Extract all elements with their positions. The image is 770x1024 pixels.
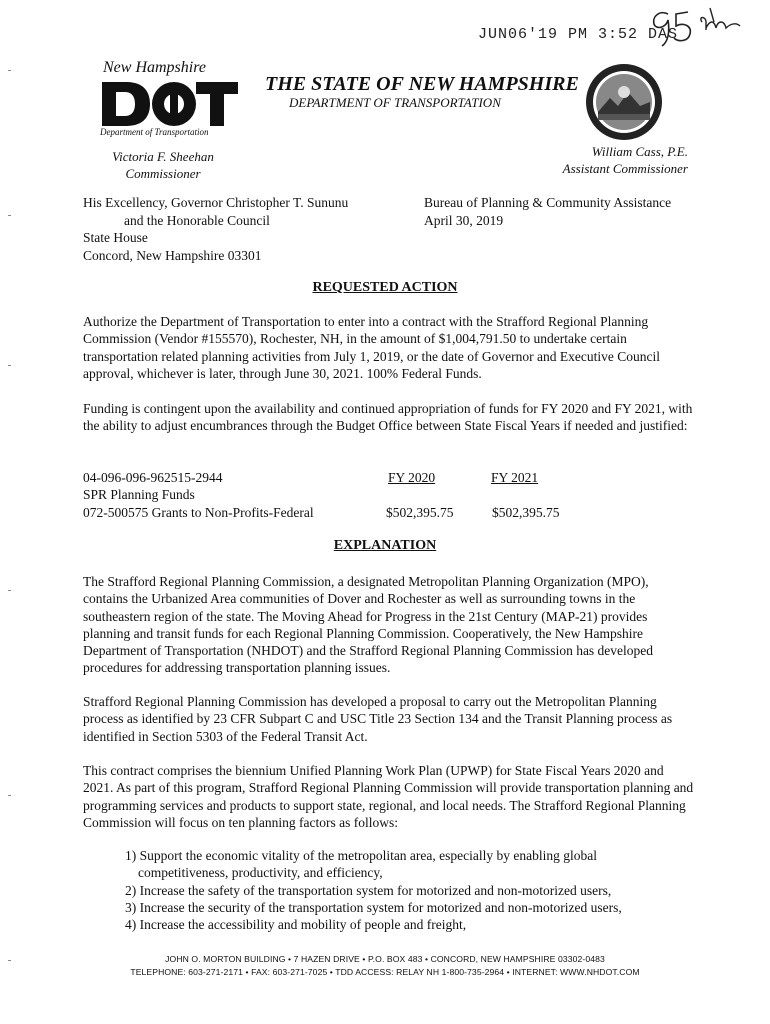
funding-account: 04-096-096-962515-2944 [83, 470, 223, 485]
requested-action-heading: REQUESTED ACTION [312, 280, 458, 295]
assistant-title: Assistant Commissioner [562, 161, 688, 176]
planning-factors-list [125, 847, 690, 933]
addressee-line: His Excellency, Governor Christopher T. Sununu [83, 195, 349, 210]
scan-mark [8, 590, 11, 591]
commissioner-block [103, 148, 223, 182]
list-item: 2) Increase the safety of the transportation system for motorized and non-motorized users, [125, 882, 612, 898]
scan-mark [8, 70, 11, 71]
sender-block [424, 194, 671, 229]
scan-mark [8, 215, 11, 216]
funding-line: 072-500575 Grants to Non-Profits-Federal [83, 505, 314, 520]
fy2021-header: FY 2021 [491, 470, 539, 485]
state-title: THE STATE OF NEW HAMPSHIRE [265, 73, 579, 95]
received-stamp: JUN06'19 PM 3:52 DAS [478, 26, 679, 43]
letter-date: April 30, 2019 [424, 212, 504, 228]
fy2020-header: FY 2020 [388, 470, 436, 485]
state-seal-icon [584, 62, 664, 142]
logo-subtext: Department of Transportation [100, 127, 209, 137]
fy2021-amount: $502,395.75 [492, 505, 560, 520]
explanation-paragraph: Strafford Regional Planning Commission has developed a proposal to carry out the Metropolitan Planning process as identified by 23 CFR Subpart C and USC Title 23 Section 134 and the Transit Planning process as identified in Section 5303 of the Federal Transit Act. [83, 694, 673, 744]
addressee-line: State House [83, 230, 148, 245]
addressee-block [83, 194, 348, 264]
commissioner-title: Commissioner [125, 166, 201, 181]
footer-address: JOHN O. MORTON BUILDING • 7 HAZEN DRIVE • P.O. BOX 483 • CONCORD, NEW HAMPSHIRE 03302-0483 [165, 954, 605, 964]
explanation-paragraph: The Strafford Regional Planning Commission, a designated Metropolitan Planning Organization (MPO), contains the Urbanized Area communities of Dover and Rochester as well as surrounding towns in the southeastern region of the state. The Moving Ahead for Progress in the 21st Century (MAP-21) provides planning and transit funds for each Regional Planning Commission. Cooperatively, the New Hampshire Department of Transportation (NHDOT) and the Strafford Regional Planning Commission has developed procedures for addressing transportation planning issues. [83, 574, 654, 676]
footer-contact: TELEPHONE: 603-271-2171 • FAX: 603-271-7025 • TDD ACCESS: RELAY NH 1-800-735-2964 • INTERNET: WWW.NHDOT.COM [130, 967, 640, 977]
explanation-paragraph: This contract comprises the biennium Unified Planning Work Plan (UPWP) for State Fiscal Years 2020 and 2021. As part of this program, Strafford Regional Planning Commission will provide transportation planning and programming services and products to support state, regional, and local needs. The Strafford Regional Planning Commission will focus on ten planning factors as follows: [83, 763, 694, 830]
scan-mark [8, 365, 11, 366]
department-name: DEPARTMENT OF TRANSPORTATION [289, 95, 501, 110]
fy2020-amount: $502,395.75 [386, 505, 454, 520]
requested-action-paragraph: Authorize the Department of Transportation to enter into a contract with the Strafford Regional Planning Commission (Vendor #155570), Rochester, NH, in the amount of $1,004,791.50 to undertake certain transportation related planning activities from July 1, 2019, or the date of Governor and Executive Council approval, whichever is later, through June 30, 2021. 100% Federal Funds. [83, 314, 660, 381]
handwritten-note [640, 2, 760, 50]
scan-mark [8, 960, 11, 961]
funding-paragraph: Funding is contingent upon the availability and continued appropriation of funds for FY 2020 and FY 2021, with the ability to adjust encumbrances through the Budget Office between State Fiscal Years if needed and justified: [83, 401, 693, 434]
funding-program: SPR Planning Funds [83, 487, 195, 502]
scan-mark [8, 795, 11, 796]
footer [0, 953, 770, 979]
list-item: 3) Increase the security of the transportation system for motorized and non-motorized users, [125, 899, 622, 915]
explanation-heading: EXPLANATION [333, 538, 437, 553]
assistant-name: William Cass, P.E. [591, 144, 688, 159]
list-item: 4) Increase the accessibility and mobility of people and freight, [125, 917, 467, 933]
addressee-line: and the Honorable Council [124, 212, 270, 228]
bureau-name: Bureau of Planning & Community Assistance [424, 195, 672, 210]
assistant-commissioner-block [540, 143, 688, 177]
commissioner-name: Victoria F. Sheehan [112, 149, 214, 164]
logo-script-text: New Hampshire [103, 59, 206, 76]
list-item: 1) Support the economic vitality of the metropolitan area, especially by enabling global competitiveness, productivity, and efficiency, [125, 848, 597, 881]
addressee-line: Concord, New Hampshire 03301 [83, 247, 262, 263]
